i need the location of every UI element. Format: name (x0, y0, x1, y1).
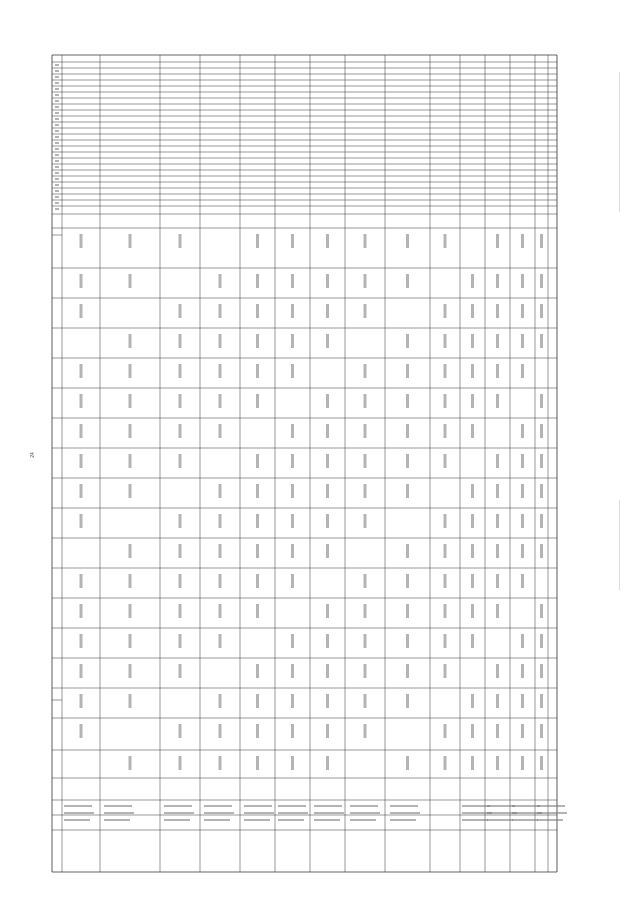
table-cell-text (471, 394, 474, 408)
table-cell-text (129, 394, 132, 408)
table-cell-text (521, 756, 524, 770)
table-cell-text (444, 514, 447, 528)
table-cell-text (256, 514, 259, 528)
table-cell-text (291, 664, 294, 678)
table-cell-text (444, 394, 447, 408)
table-cell-text (129, 694, 132, 708)
table-cell-text (80, 694, 83, 708)
table-cell-text (521, 234, 524, 248)
table-cell-text (256, 604, 259, 618)
table-cell-text (291, 756, 294, 770)
table-cell-text (326, 634, 329, 648)
table-cell-text (219, 274, 222, 288)
table-cell-text (540, 634, 543, 648)
table-cell-text (471, 514, 474, 528)
table-cell-text (406, 364, 409, 378)
table-cell-text (291, 574, 294, 588)
row-description-text (314, 805, 342, 807)
row-description-text (487, 819, 513, 821)
table-cell-text (444, 364, 447, 378)
table-cell-text (129, 484, 132, 498)
table-cell-text (471, 424, 474, 438)
table-cell-text (364, 274, 367, 288)
table-cell-text (256, 574, 259, 588)
row-description-text (462, 805, 490, 807)
header-cell-text (55, 76, 59, 78)
table-cell-text (496, 664, 499, 678)
row-description-text (314, 812, 344, 814)
header-cell-text (55, 160, 59, 162)
table-cell-text (521, 694, 524, 708)
row-description-text (350, 805, 378, 807)
row-description-text (104, 812, 134, 814)
table-cell-text (256, 484, 259, 498)
table-cell-text (179, 304, 182, 318)
table-cell-text (80, 364, 83, 378)
table-cell-text (444, 544, 447, 558)
table-cell-text (80, 234, 83, 248)
table-cell-text (291, 334, 294, 348)
table-cell-text (406, 634, 409, 648)
table-cell-text (219, 756, 222, 770)
header-cell-text (55, 100, 59, 102)
table-cell-text (219, 634, 222, 648)
table-cell-text (256, 454, 259, 468)
table-cell-text (471, 484, 474, 498)
header-cell-text (55, 112, 59, 114)
table-cell-text (291, 544, 294, 558)
table-cell-text (471, 634, 474, 648)
header-cell-text (55, 166, 59, 168)
row-description-text (164, 805, 192, 807)
table-cell-text (471, 724, 474, 738)
table-cell-text (179, 364, 182, 378)
table-cell-text (129, 544, 132, 558)
table-cell-text (291, 234, 294, 248)
table-cell-text (444, 304, 447, 318)
table-cell-text (219, 484, 222, 498)
table-cell-text (129, 574, 132, 588)
table-cell-text (540, 664, 543, 678)
table-cell-text (521, 424, 524, 438)
table-cell-text (326, 544, 329, 558)
table-cell-text (326, 514, 329, 528)
table-cell-text (80, 304, 83, 318)
table-cell-text (129, 634, 132, 648)
row-description-text (244, 812, 274, 814)
row-description-text (244, 805, 272, 807)
row-description-text (278, 812, 308, 814)
table-cell-text (471, 334, 474, 348)
header-cell-text (55, 202, 59, 204)
header-cell-text (55, 124, 59, 126)
row-description-text (244, 819, 270, 821)
table-cell-text (406, 664, 409, 678)
table-cell-text (496, 364, 499, 378)
header-cell-text (55, 190, 59, 192)
table-cell-text (406, 274, 409, 288)
table-cell-text (80, 724, 83, 738)
page-number: 24 (29, 452, 36, 458)
row-description-text (204, 805, 232, 807)
table-cell-text (540, 424, 543, 438)
row-description-text (204, 819, 230, 821)
row-description-text (390, 812, 420, 814)
table-cell-text (256, 544, 259, 558)
table-cell-text (129, 424, 132, 438)
row-description-text (350, 819, 376, 821)
table-cell-text (129, 604, 132, 618)
table-cell-text (521, 274, 524, 288)
table-cell-text (291, 364, 294, 378)
scan-edge-mark (619, 72, 620, 212)
table-cell-text (256, 394, 259, 408)
row-description-text (64, 805, 92, 807)
table-cell-text (540, 274, 543, 288)
row-description-text (64, 819, 90, 821)
table-cell-text (444, 234, 447, 248)
table-cell-text (364, 574, 367, 588)
table-cell-text (364, 234, 367, 248)
row-description-text (512, 805, 540, 807)
table-cell-text (540, 484, 543, 498)
table-cell-text (521, 634, 524, 648)
table-cell-text (540, 234, 543, 248)
table-cell-text (80, 634, 83, 648)
table-cell-text (179, 424, 182, 438)
header-cell-text (55, 148, 59, 150)
table-cell-text (364, 634, 367, 648)
table-cell-text (444, 334, 447, 348)
header-cell-text (55, 154, 59, 156)
row-description-text (278, 805, 306, 807)
table-cell-text (521, 304, 524, 318)
table-cell-text (291, 424, 294, 438)
table-cell-text (326, 394, 329, 408)
table-cell-text (179, 334, 182, 348)
table-cell-text (326, 694, 329, 708)
table-cell-text (406, 424, 409, 438)
table-cell-text (179, 604, 182, 618)
table-cell-text (540, 604, 543, 618)
header-cell-text (55, 130, 59, 132)
table-cell-text (219, 544, 222, 558)
table-cell-text (179, 234, 182, 248)
table-cell-text (406, 544, 409, 558)
table-cell-text (496, 334, 499, 348)
header-cell-text (55, 94, 59, 96)
table-cell-text (129, 454, 132, 468)
table-cell-text (179, 634, 182, 648)
table-cell-text (219, 694, 222, 708)
table-cell-text (471, 604, 474, 618)
table-cell-text (219, 604, 222, 618)
table-cell-text (219, 304, 222, 318)
table-cell-text (80, 514, 83, 528)
table-cell-text (364, 724, 367, 738)
table-cell-text (256, 694, 259, 708)
header-cell-text (55, 172, 59, 174)
scan-edge-mark (619, 500, 620, 590)
table-cell-text (80, 274, 83, 288)
table-cell-text (326, 424, 329, 438)
header-cell-text (55, 82, 59, 84)
table-cell-text (444, 424, 447, 438)
table-cell-text (496, 514, 499, 528)
row-description-text (104, 819, 130, 821)
table-cell-text (444, 724, 447, 738)
table-cell-text (179, 454, 182, 468)
table-cell-text (540, 694, 543, 708)
header-cell-text (55, 142, 59, 144)
table-cell-text (471, 274, 474, 288)
table-cell-text (291, 514, 294, 528)
table-cell-text (256, 664, 259, 678)
row-description-text (537, 819, 563, 821)
header-cell-text (55, 64, 59, 66)
table-cell-text (364, 394, 367, 408)
table-cell-text (496, 484, 499, 498)
table-cell-text (129, 234, 132, 248)
table-cell-text (291, 694, 294, 708)
table-cell-text (291, 484, 294, 498)
table-cell-text (521, 484, 524, 498)
table-cell-text (219, 364, 222, 378)
header-cell-text (55, 178, 59, 180)
table-cell-text (521, 724, 524, 738)
header-cell-text (55, 106, 59, 108)
table-cell-text (364, 304, 367, 318)
row-description-text (204, 812, 234, 814)
table-cell-text (444, 574, 447, 588)
table-cell-text (540, 756, 543, 770)
table-cell-text (471, 544, 474, 558)
table-cell-text (364, 604, 367, 618)
table-cell-text (326, 664, 329, 678)
table-cell-text (406, 694, 409, 708)
table-cell-text (179, 394, 182, 408)
table-cell-text (129, 364, 132, 378)
table-cell-text (80, 604, 83, 618)
table-cell-text (129, 664, 132, 678)
table-cell-text (406, 484, 409, 498)
table-cell-text (129, 756, 132, 770)
table-cell-text (179, 724, 182, 738)
table-cell-text (326, 334, 329, 348)
row-description-text (390, 819, 416, 821)
table-cell-text (80, 394, 83, 408)
table-cell-text (540, 454, 543, 468)
table-cell-text (540, 514, 543, 528)
header-cell-text (55, 184, 59, 186)
table-cell-text (291, 724, 294, 738)
table-cell-text (326, 724, 329, 738)
table-cell-text (521, 334, 524, 348)
table-cell-text (540, 544, 543, 558)
table-cell-text (129, 334, 132, 348)
row-description-text (537, 812, 567, 814)
row-description-text (512, 819, 538, 821)
table-cell-text (326, 484, 329, 498)
table-cell-text (326, 304, 329, 318)
table-cell-text (256, 234, 259, 248)
table-cell-text (256, 724, 259, 738)
table-cell-text (406, 454, 409, 468)
table-cell-text (256, 334, 259, 348)
table-cell-text (256, 364, 259, 378)
table-cell-text (444, 634, 447, 648)
row-description-text (278, 819, 304, 821)
row-description-text (104, 805, 132, 807)
table-cell-text (326, 234, 329, 248)
header-cell-text (55, 70, 59, 72)
table-cell-text (364, 424, 367, 438)
table-cell-text (496, 724, 499, 738)
table-cell-text (406, 234, 409, 248)
table-cell-text (80, 664, 83, 678)
row-description-text (537, 805, 565, 807)
header-cell-text (55, 136, 59, 138)
table-cell-text (219, 724, 222, 738)
table-cell-text (521, 664, 524, 678)
table-cell-text (364, 694, 367, 708)
table-cell-text (179, 514, 182, 528)
table-cell-text (496, 394, 499, 408)
row-description-text (164, 812, 194, 814)
table-cell-text (521, 574, 524, 588)
table-cell-text (521, 514, 524, 528)
table-cell-text (364, 484, 367, 498)
table-cell-text (540, 394, 543, 408)
table-cell-text (179, 664, 182, 678)
table-cell-text (219, 394, 222, 408)
table-cell-text (219, 574, 222, 588)
table-cell-text (496, 454, 499, 468)
row-description-text (164, 819, 190, 821)
table-cell-text (471, 574, 474, 588)
table-cell-text (496, 694, 499, 708)
table-cell-text (179, 574, 182, 588)
header-cell-text (55, 196, 59, 198)
table-cell-text (326, 454, 329, 468)
table-cell-text (496, 756, 499, 770)
table-cell-text (471, 304, 474, 318)
row-description-text (390, 805, 418, 807)
table-cell-text (521, 454, 524, 468)
table-cell-text (444, 604, 447, 618)
table-cell-text (80, 424, 83, 438)
table-cell-text (364, 514, 367, 528)
table-cell-text (256, 756, 259, 770)
table-cell-text (496, 274, 499, 288)
table-cell-text (521, 544, 524, 558)
table-cell-text (364, 664, 367, 678)
table-cell-text (291, 304, 294, 318)
table-cell-text (326, 604, 329, 618)
table-cell-text (256, 274, 259, 288)
table-cell-text (291, 274, 294, 288)
table-cell-text (364, 454, 367, 468)
row-description-text (64, 812, 94, 814)
table-cell-text (291, 454, 294, 468)
table-cell-text (179, 756, 182, 770)
header-cell-text (55, 118, 59, 120)
table-cell-text (496, 234, 499, 248)
table-cell-text (179, 544, 182, 558)
table-cell-text (540, 334, 543, 348)
table-cell-text (540, 304, 543, 318)
table-cell-text (291, 634, 294, 648)
table-cell-text (406, 604, 409, 618)
table-cell-text (219, 514, 222, 528)
table-cell-text (496, 544, 499, 558)
table-cell-text (364, 364, 367, 378)
header-cell-text (55, 208, 59, 210)
table-cell-text (496, 574, 499, 588)
row-description-text (487, 805, 515, 807)
table-cell-text (496, 304, 499, 318)
table-cell-text (80, 574, 83, 588)
table-cell-text (406, 334, 409, 348)
table-cell-text (406, 394, 409, 408)
table-cell-text (406, 756, 409, 770)
table-cell-text (444, 756, 447, 770)
table-cell-text (326, 756, 329, 770)
table-cell-text (219, 334, 222, 348)
table-cell-text (471, 364, 474, 378)
table-cell-text (80, 484, 83, 498)
table-cell-text (129, 274, 132, 288)
table-cell-text (521, 364, 524, 378)
table-cell-text (471, 694, 474, 708)
row-description-text (350, 812, 380, 814)
table-cell-text (471, 756, 474, 770)
row-description-text (314, 819, 340, 821)
table-cell-text (496, 604, 499, 618)
table-cell-text (540, 724, 543, 738)
header-cell-text (55, 88, 59, 90)
table-cell-text (219, 424, 222, 438)
table-cell-text (80, 454, 83, 468)
table-cell-text (256, 304, 259, 318)
table-cell-text (406, 574, 409, 588)
row-description-text (462, 819, 488, 821)
table-cell-text (444, 454, 447, 468)
table-cell-text (444, 664, 447, 678)
table-cell-text (326, 274, 329, 288)
